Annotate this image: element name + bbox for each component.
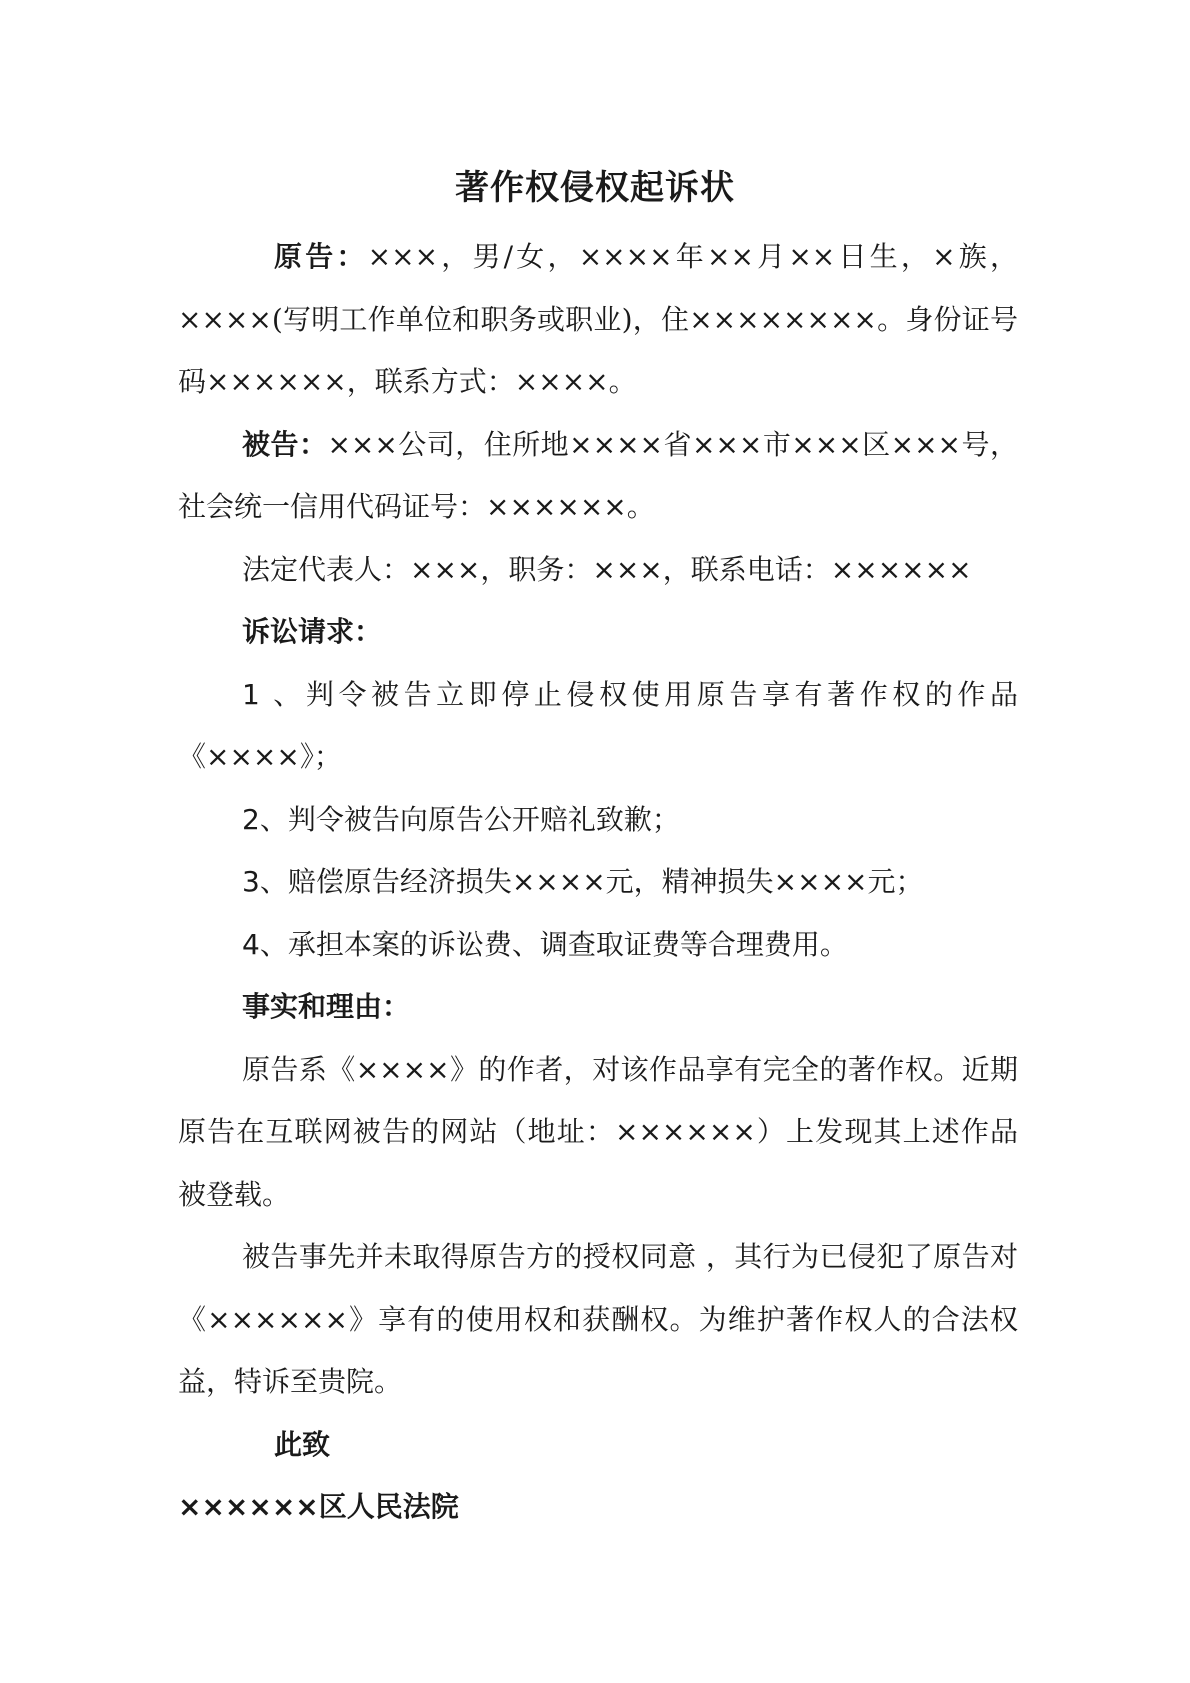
plaintiff-paragraph — [178, 226, 1018, 414]
plaintiff-label: 原告： — [274, 240, 368, 273]
claim-item-4: 4、承担本案的诉讼费、调查取证费等合理费用。 — [242, 927, 848, 961]
facts-paragraph-1: 原告系《××××》的作者，对该作品享有完全的著作权。近期原告在互联网被告的网站（地址：××××××）上发现其上述作品被登载。 — [178, 1052, 1018, 1211]
claim-item-3: 3、赔偿原告经济损失××××元，精神损失××××元； — [242, 865, 924, 898]
claim-item-1: 1 、判令被告立即停止侵权使用原告享有著作权的作品《××××》； — [178, 677, 1018, 773]
plaintiff-text: ×××，男/女，××××年××月××日生，×族，××××(写明工作单位和职务或职业)，住××××××××。身份证号码××××××，联系方式：××××。 — [178, 240, 1018, 398]
facts-paragraph-2: 被告事先并未取得原告方的授权同意 ，其行为已侵犯了原告对 《××××××》享有的使用权和获酬权。为维护著作权人的合法权益，特诉至贵院。 — [178, 1240, 1018, 1398]
facts-heading: 事实和理由： — [242, 990, 411, 1023]
defendant-label: 被告： — [242, 427, 328, 461]
legal-representative: 法定代表人：×××，职务：×××，联系电话：×××××× — [242, 552, 972, 586]
claim-item-2: 2、判令被告向原告公开赔礼致歉； — [242, 802, 680, 836]
document-title: 著作权侵权起诉状 — [455, 168, 735, 208]
claims-heading: 诉讼请求： — [242, 615, 383, 648]
salutation: 此致 — [274, 1427, 331, 1461]
court-name: ××××××区人民法院 — [178, 1490, 459, 1523]
document-body — [178, 226, 1018, 1539]
defendant-paragraph — [178, 414, 1018, 539]
defendant-text: ×××公司，住所地××××省×××市×××区×××号，社会统一信用代码证号：××××××。 — [178, 427, 1018, 523]
